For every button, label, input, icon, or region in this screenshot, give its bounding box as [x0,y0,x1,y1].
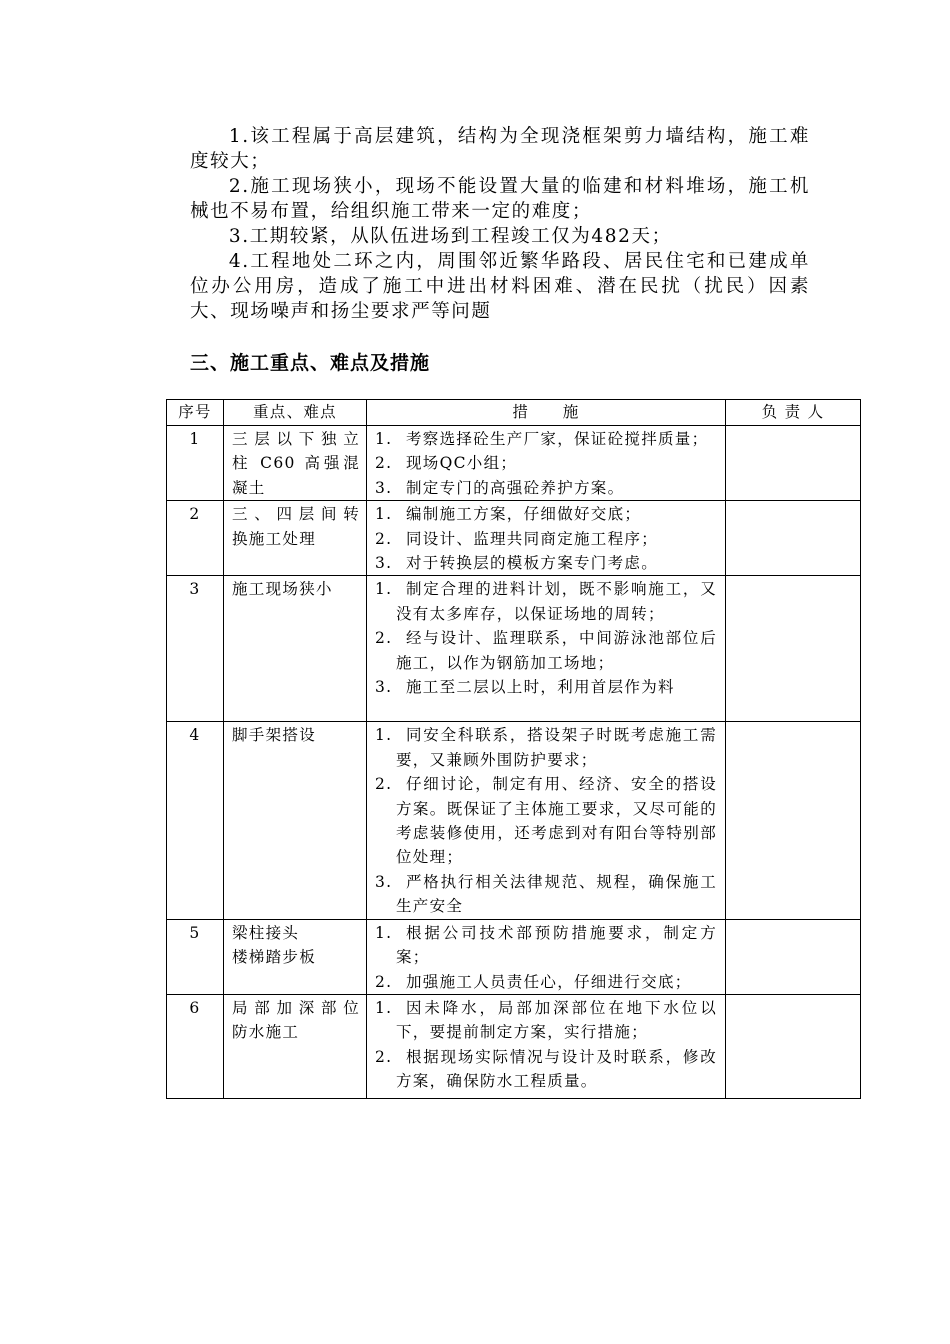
measure-text: 制定专门的高强砼养护方案。 [406,478,625,497]
row-measures [367,994,726,1098]
key-point-line: 凝土 [232,478,266,497]
row-key-point [224,426,367,501]
table-row [167,994,861,1098]
measure-number: 2. [375,454,393,473]
row-index: 6 [167,994,224,1098]
measure-item [375,551,717,575]
measure-item [375,427,717,451]
intro-paragraph: 1.该工程属于高层建筑，结构为全现浇框架剪力墙结构，施工难度较大； [190,126,810,172]
table-row [167,501,861,576]
measure-text: 同安全科联系，搭设架子时既考虑施工需要，又兼顾外围防护要求； [396,726,717,769]
measures-table [166,399,861,1099]
measure-item [375,527,717,551]
row-responsible [726,919,861,994]
row-measures [367,919,726,994]
table-header-row [167,400,861,426]
row-index: 3 [167,576,224,722]
key-point-line: 三层以下独立 [232,430,360,448]
measure-text: 严格执行相关法律规范、规程，确保施工生产安全 [396,872,717,916]
row-index: 1 [167,426,224,501]
measure-text: 仔细讨论，制定有用、经济、安全的搭设方案。既保证了主体施工要求，又尽可能的考虑装修使用，还考虑到对有阳台等特别部位处理； [396,775,717,867]
row-responsible [726,501,861,576]
measure-number: 1. [375,998,393,1017]
row-responsible [726,426,861,501]
key-point-line: 梁柱接头 [232,923,300,942]
row-index: 4 [167,722,224,919]
measure-text: 经与设计、监理联系，中间游泳池部位后施工，以作为钢筋加工场地； [396,629,717,672]
intro-paragraph: 3.工期较紧，从队伍进场到工程竣工仅为482天； [228,226,672,247]
measure-text: 考察选择砼生产厂家，保证砼搅拌质量； [406,430,709,448]
measure-text: 加强施工人员责任心，仔细进行交底； [406,972,692,991]
measure-text: 因未降水，局部加深部位在地下水位以下，要提前制定方案，实行措施； [396,998,717,1042]
measure-number: 1. [375,430,393,448]
measure-item [375,577,717,626]
measure-item [375,970,717,994]
row-key-point [224,722,367,919]
measure-text: 根据现场实际情况与设计及时联系，修改方案，确保防水工程质量。 [396,1047,717,1091]
measure-item [375,451,717,475]
row-measures [367,576,726,722]
measure-number: 3. [375,478,393,497]
row-key-point [224,501,367,576]
measure-item [375,921,717,970]
row-measures [367,426,726,501]
row-index: 5 [167,919,224,994]
measure-number: 1. [375,726,393,745]
table-row [167,722,861,919]
measure-item [375,772,717,870]
measure-text: 施工至二层以上时，利用首层作为料 [406,678,675,697]
measure-number: 3. [375,678,393,697]
row-measures [367,501,726,576]
key-point-line: 局部加深部位 [232,998,360,1017]
row-key-point [224,994,367,1098]
key-point-line: 施工现场狭小 [232,580,333,599]
row-measures [367,722,726,919]
measure-number: 2. [375,1047,393,1066]
row-key-point [224,576,367,722]
section-heading: 三、施工重点、难点及措施 [190,352,431,374]
intro-paragraph: 4.工程地处二环之内，周围邻近繁华路段、居民住宅和已建成单位办公用房，造成了施工中进出材料困难、潜在民扰（扰民）因素大、现场噪声和扬尘要求严等问题 [190,251,810,322]
key-point-line: 换施工处理 [232,529,317,548]
measure-text: 制定合理的进料计划，既不影响施工，又没有太多库存，以保证场地的周转； [396,580,717,623]
measure-number: 2. [375,972,393,991]
table-row [167,576,861,722]
measure-number: 1. [375,923,393,942]
row-key-point [224,919,367,994]
row-responsible [726,722,861,919]
header-index: 序号 [167,400,224,426]
measure-number: 2. [375,529,393,548]
table-row [167,919,861,994]
measure-text: 根据公司技术部预防措施要求，制定方案； [396,923,717,967]
measure-number: 1. [375,580,393,599]
measure-item [375,723,717,772]
measure-text: 同设计、监理共同商定施工程序； [406,529,659,548]
measure-item [375,502,717,526]
key-point-line: 防水施工 [232,1023,300,1042]
key-point-line: 三、四层间转 [232,505,360,524]
measure-text: 现场QC小组； [406,454,518,473]
measure-item [375,626,717,675]
key-point-line: 脚手架搭设 [232,726,317,745]
header-responsible: 负 责 人 [726,400,861,426]
row-index: 2 [167,501,224,576]
intro-text [190,124,810,324]
measure-item [375,1045,717,1094]
measure-number: 3. [375,872,393,891]
row-responsible [726,994,861,1098]
measure-text: 编制施工方案，仔细做好交底； [406,505,642,524]
table-row [167,426,861,501]
intro-paragraph: 2.施工现场狭小，现场不能设置大量的临建和材料堆场，施工机械也不易布置，给组织施工带来一定的难度； [190,176,810,222]
measure-number: 2. [375,775,393,794]
measure-text: 对于转换层的模板方案专门考虑。 [406,554,659,573]
measure-item [375,870,717,919]
row-responsible [726,576,861,722]
measure-number: 1. [375,505,393,524]
measure-item [375,996,717,1045]
key-point-line: 柱 C60 高强混 [232,454,360,473]
measure-number: 2. [375,629,393,648]
measure-number: 3. [375,554,393,573]
key-point-line: 楼梯踏步板 [232,948,317,967]
header-measures: 措 施 [367,400,726,426]
header-key-point: 重点、难点 [224,400,367,426]
measure-item [375,675,717,699]
measure-item [375,476,717,500]
